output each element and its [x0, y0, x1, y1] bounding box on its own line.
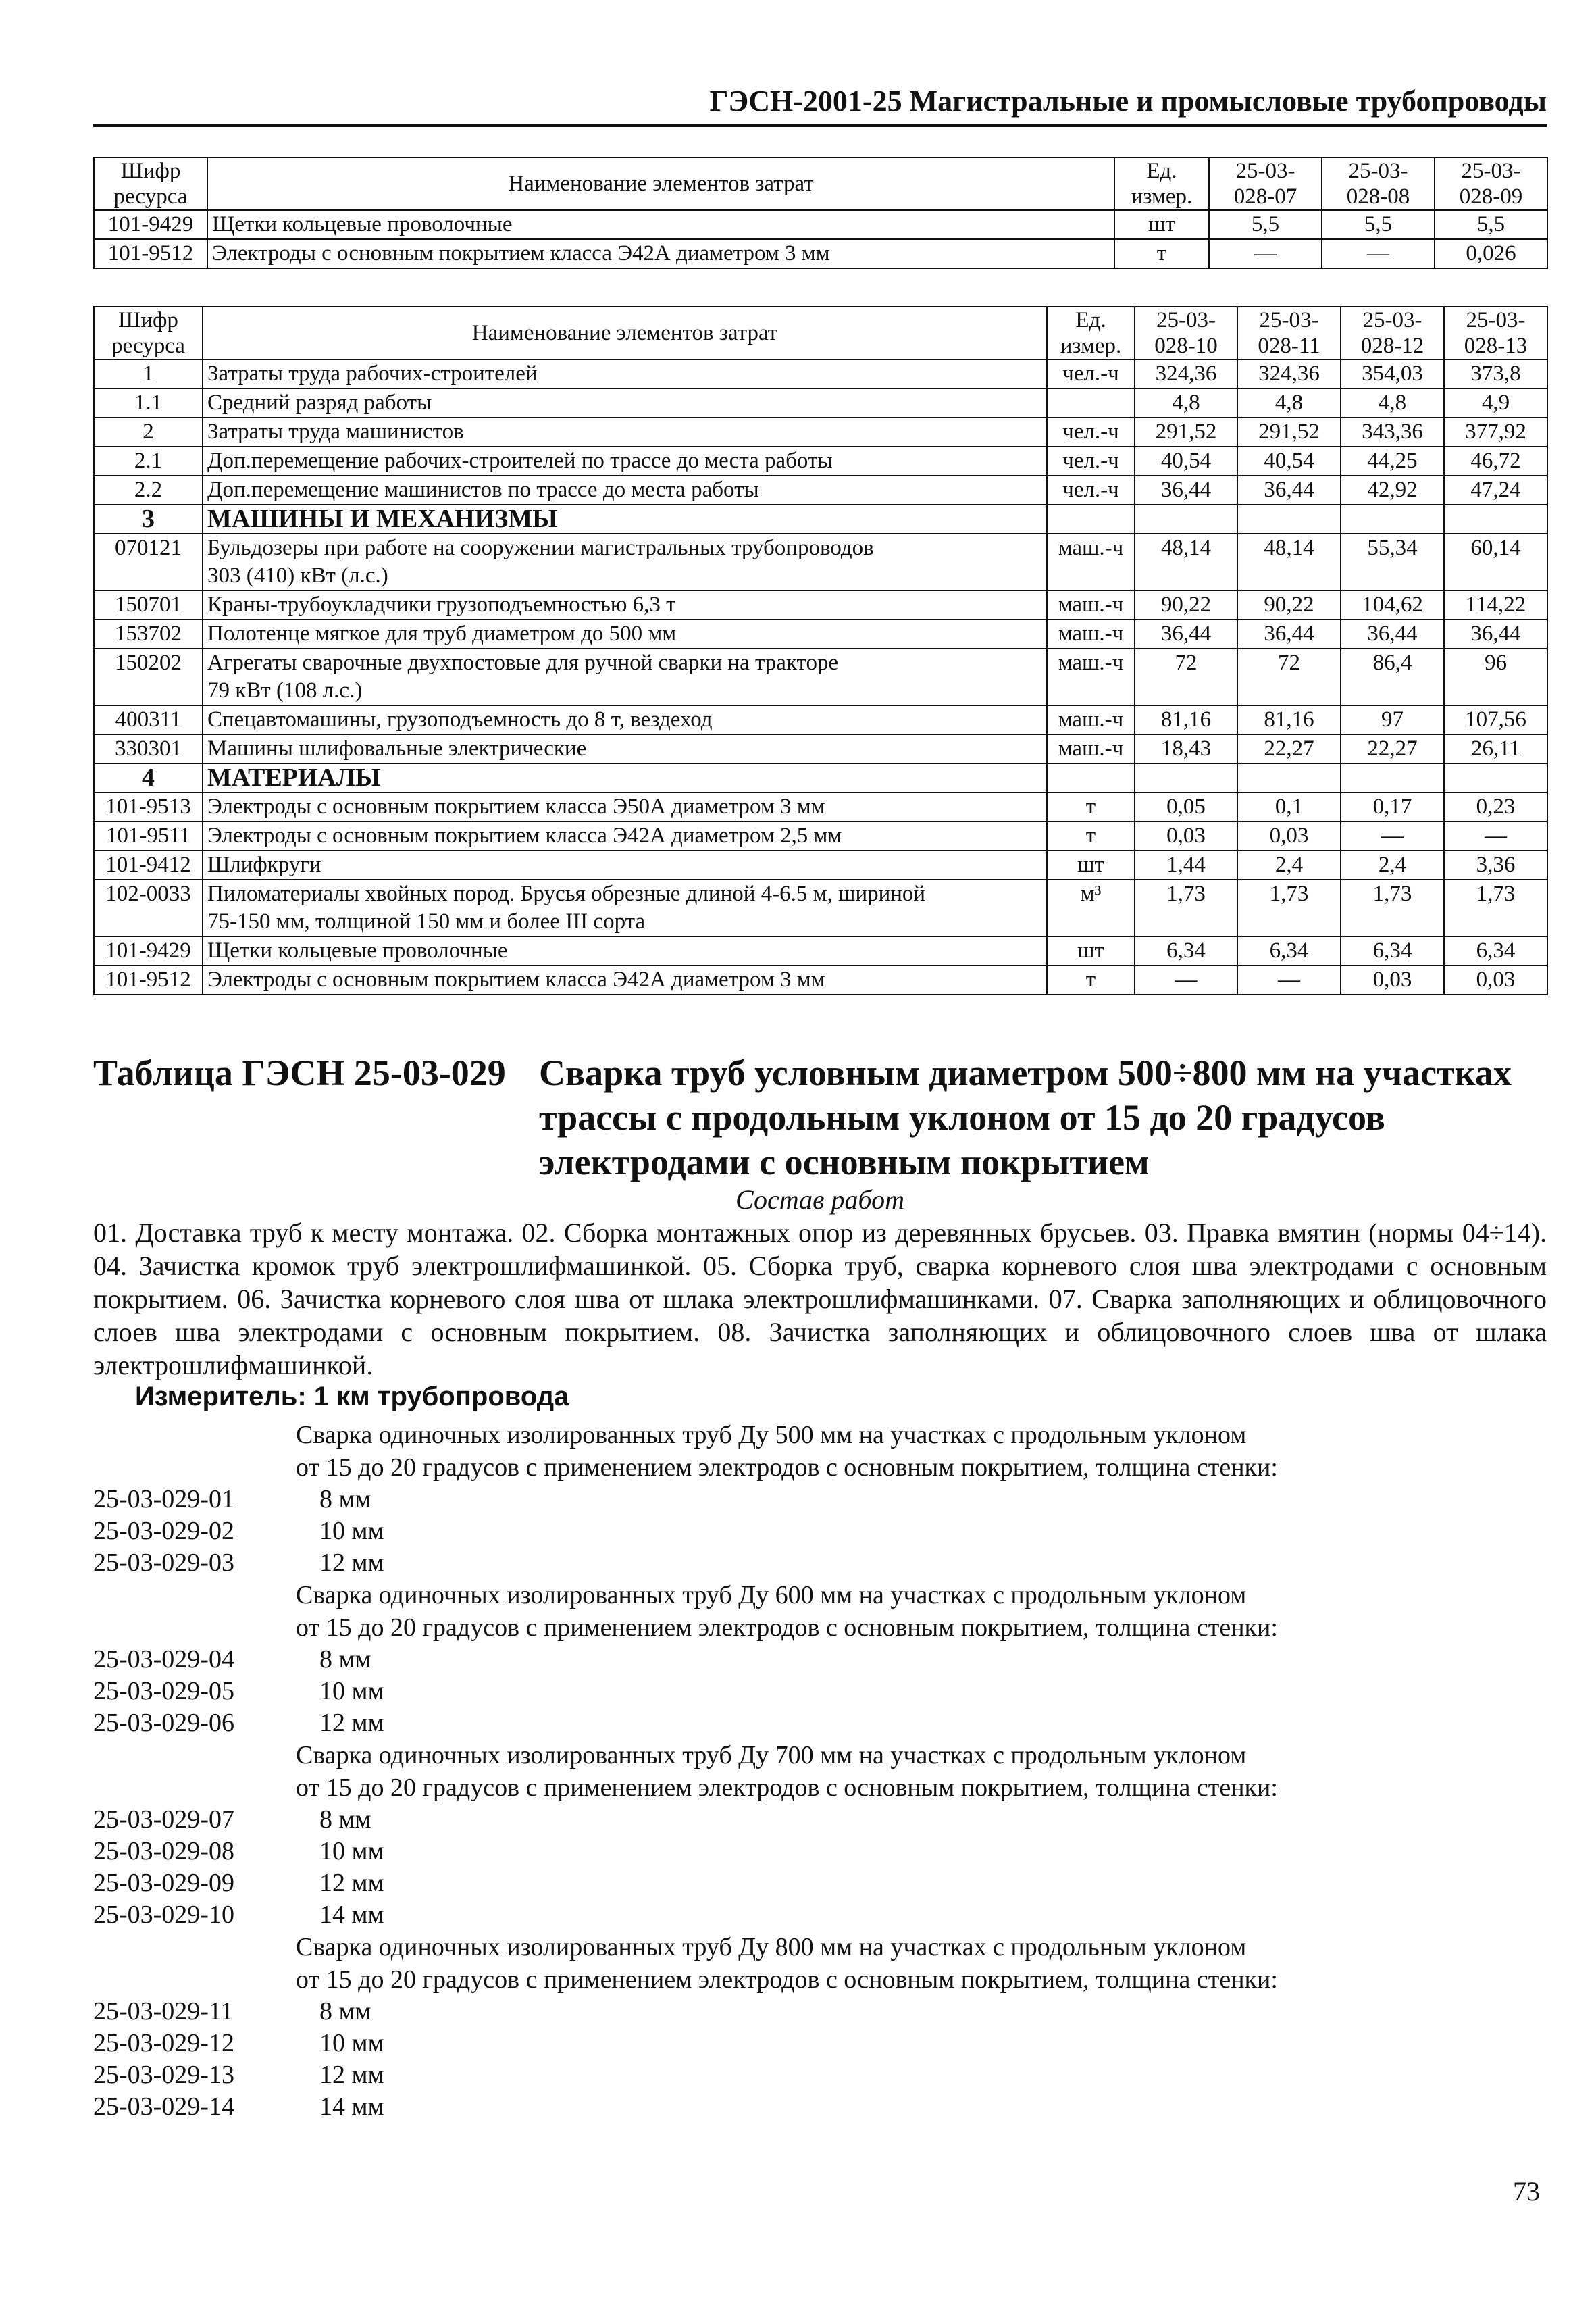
unit-cell: чел.-ч — [1047, 418, 1135, 447]
resource-name-line: Краны-трубоукладчики грузоподъемностью 6,3 т — [207, 593, 676, 617]
value-cell: 0,03 — [1237, 822, 1341, 851]
norm-item — [93, 1996, 1547, 2028]
resource-code: 1 — [94, 359, 203, 388]
value-cell — [1135, 505, 1237, 534]
norm-code: 25-03-029-08 — [93, 1837, 234, 1865]
value-cell: 5,5 — [1322, 210, 1435, 239]
resource-name — [203, 851, 1047, 880]
value-cell — [1341, 763, 1444, 793]
resource-code: 2.2 — [94, 476, 203, 505]
value-cell: 40,54 — [1135, 447, 1237, 476]
table-row — [94, 239, 1547, 268]
value-cell: 1,73 — [1444, 880, 1547, 936]
table-row — [94, 590, 1547, 620]
value-cell: 86,4 — [1341, 649, 1444, 705]
value-cell: 97 — [1341, 705, 1444, 734]
resource-code: 101-9412 — [94, 851, 203, 880]
resource-name — [203, 734, 1047, 763]
resource-code: 330301 — [94, 734, 203, 763]
value-cell: 60,14 — [1444, 534, 1547, 590]
resource-code: 153702 — [94, 620, 203, 649]
value-cell: 6,34 — [1341, 936, 1444, 965]
unit-cell: маш.-ч — [1047, 734, 1135, 763]
resource-name — [203, 822, 1047, 851]
resource-name-line: Машины шлифовальные электрические — [207, 736, 587, 761]
unit-cell — [1047, 505, 1135, 534]
resource-code: 150202 — [94, 649, 203, 705]
resource-name-line: Затраты труда машинистов — [207, 420, 464, 444]
wall-thickness: 12 мм — [319, 1709, 384, 1737]
value-cell: 36,44 — [1135, 476, 1237, 505]
value-cell: 72 — [1237, 649, 1341, 705]
table-row — [94, 359, 1547, 388]
works-text: 01. Доставка труб к месту монтажа. 02. Сборка монтажных опор из деревянных брусьев. 03. Правка вмятин (нормы 04÷14). 04. Зачистка кромок труб электрошлифмашинкой. 05. Сборка труб, сварка корневого слоя шва электродами с основным покрытием. 06. Зачистка корневого слоя шва от шлака электрошлифмашинками. 07. Сварка заполняющих и облицовочного слоев шва электродами с основным покрытием. 08. Зачистка заполняющих и облицовочного слоев шва от шлака электрошлифмашинкой. — [93, 1217, 1547, 1380]
norm-item — [93, 1484, 1547, 1515]
resource-table-2 — [93, 306, 1548, 995]
value-cell: 6,34 — [1135, 936, 1237, 965]
norm-code: 25-03-029-01 — [93, 1485, 234, 1513]
value-cell: 90,22 — [1135, 590, 1237, 620]
value-cell: — — [1209, 239, 1322, 268]
value-cell: — — [1237, 965, 1341, 995]
resource-code: 1.1 — [94, 388, 203, 418]
wall-thickness: 8 мм — [319, 1645, 371, 1674]
resource-name — [203, 447, 1047, 476]
norm-item — [93, 1867, 1547, 1899]
unit-cell: маш.-ч — [1047, 649, 1135, 705]
resource-name-line: Шлифкруги — [207, 853, 321, 877]
resource-name — [207, 210, 1114, 239]
value-cell: 0,17 — [1341, 793, 1444, 822]
header-col: 25-03- 028-11 — [1237, 307, 1341, 359]
value-cell: 0,026 — [1435, 239, 1547, 268]
table-row — [94, 936, 1547, 965]
value-cell: 107,56 — [1444, 705, 1547, 734]
resource-name-line: МАШИНЫ И МЕХАНИЗМЫ — [207, 505, 558, 533]
value-cell: 48,14 — [1237, 534, 1341, 590]
wall-thickness: 8 мм — [319, 1997, 371, 2026]
resource-name-line: Затраты труда рабочих-строителей — [207, 361, 538, 386]
value-cell: 36,44 — [1135, 620, 1237, 649]
unit-cell: маш.-ч — [1047, 705, 1135, 734]
resource-code: 101-9512 — [94, 239, 207, 268]
unit-cell: м³ — [1047, 880, 1135, 936]
section-row — [94, 505, 1547, 534]
resource-name-line: Доп.перемещение машинистов по трассе до места работы — [207, 478, 759, 502]
table-body — [94, 359, 1547, 995]
header-col: 25-03- 028-12 — [1341, 307, 1444, 359]
value-cell: 48,14 — [1135, 534, 1237, 590]
group-description: Сварка одиночных изолированных труб Ду 700 мм на участках с продольным уклоном — [296, 1741, 1247, 1769]
resource-name-line: Электроды с основным покрытием класса Э42А диаметром 3 мм — [212, 241, 830, 266]
table-row — [94, 851, 1547, 880]
resource-name-line: Электроды с основным покрытием класса Э42А диаметром 3 мм — [207, 967, 825, 992]
wall-thickness: 10 мм — [319, 2029, 384, 2057]
norm-code: 25-03-029-13 — [93, 2061, 234, 2089]
table-code: Таблица ГЭСН 25-03-029 — [93, 1053, 506, 1093]
section-row — [94, 763, 1547, 793]
resource-name-line: Полотенце мягкое для труб диаметром до 500 мм — [207, 622, 677, 646]
value-cell: 1,73 — [1135, 880, 1237, 936]
group-description: Сварка одиночных изолированных труб Ду 500 мм на участках с продольным уклоном — [296, 1421, 1247, 1449]
unit-cell: т — [1047, 822, 1135, 851]
wall-thickness: 12 мм — [319, 1869, 384, 1897]
unit-cell: маш.-ч — [1047, 590, 1135, 620]
resource-name — [203, 649, 1047, 705]
header-col: 25-03- 028-13 — [1444, 307, 1547, 359]
resource-table-1 — [93, 157, 1548, 269]
resource-name-line: 79 кВт (108 л.с.) — [207, 678, 363, 703]
resource-code: 2 — [94, 418, 203, 447]
table-body — [94, 210, 1547, 268]
norm-code: 25-03-029-14 — [93, 2092, 234, 2121]
unit-cell: т — [1047, 793, 1135, 822]
norm-group — [93, 1579, 1547, 1739]
value-cell: 2,4 — [1341, 851, 1444, 880]
header-col: 25-03- 028-09 — [1435, 157, 1547, 210]
resource-name — [203, 880, 1047, 936]
value-cell: — — [1322, 239, 1435, 268]
header-code: Шифр ресурса — [94, 157, 207, 210]
norm-item — [93, 1836, 1547, 1867]
resource-name — [203, 763, 1047, 793]
value-cell: 22,27 — [1237, 734, 1341, 763]
table-row — [94, 822, 1547, 851]
value-cell: 3,36 — [1444, 851, 1547, 880]
norm-code: 25-03-029-06 — [93, 1709, 234, 1737]
unit-cell: шт — [1114, 210, 1209, 239]
value-cell: 36,44 — [1237, 476, 1341, 505]
resource-code: 101-9429 — [94, 210, 207, 239]
resource-code: 101-9511 — [94, 822, 203, 851]
table-row — [94, 734, 1547, 763]
value-cell: 324,36 — [1135, 359, 1237, 388]
resource-name — [203, 965, 1047, 995]
wall-thickness: 14 мм — [319, 2092, 384, 2121]
value-cell: 47,24 — [1444, 476, 1547, 505]
table-row — [94, 880, 1547, 936]
norm-item — [93, 1707, 1547, 1739]
value-cell: 42,92 — [1341, 476, 1444, 505]
resource-name-line: Электроды с основным покрытием класса Э42А диаметром 2,5 мм — [207, 824, 842, 848]
norm-item — [93, 1676, 1547, 1707]
resource-code: 4 — [94, 763, 203, 793]
unit-cell: маш.-ч — [1047, 534, 1135, 590]
header-col: 25-03- 028-10 — [1135, 307, 1237, 359]
value-cell: 0,03 — [1135, 822, 1237, 851]
value-cell: 0,03 — [1444, 965, 1547, 995]
value-cell: 373,8 — [1444, 359, 1547, 388]
meter-label: Измеритель: 1 км трубопровода — [135, 1382, 569, 1411]
norm-item — [93, 1804, 1547, 1836]
value-cell: 291,52 — [1237, 418, 1341, 447]
norm-item — [93, 2028, 1547, 2059]
table-row — [94, 210, 1547, 239]
norm-code: 25-03-029-11 — [93, 1997, 234, 2026]
table-row — [94, 388, 1547, 418]
value-cell — [1444, 505, 1547, 534]
value-cell: 6,34 — [1444, 936, 1547, 965]
wall-thickness: 10 мм — [319, 1677, 384, 1705]
resource-code: 3 — [94, 505, 203, 534]
table-row — [94, 965, 1547, 995]
norm-item — [93, 2059, 1547, 2091]
resource-name-line: Щетки кольцевые проволочные — [207, 938, 508, 963]
unit-cell: чел.-ч — [1047, 359, 1135, 388]
value-cell: 291,52 — [1135, 418, 1237, 447]
norm-item — [93, 2091, 1547, 2123]
header-col: 25-03- 028-08 — [1322, 157, 1435, 210]
value-cell: 90,22 — [1237, 590, 1341, 620]
value-cell: — — [1135, 965, 1237, 995]
value-cell: 81,16 — [1135, 705, 1237, 734]
norm-code: 25-03-029-12 — [93, 2029, 234, 2057]
norm-groups — [93, 1419, 1547, 2123]
resource-code: 400311 — [94, 705, 203, 734]
resource-code: 101-9513 — [94, 793, 203, 822]
value-cell: 2,4 — [1237, 851, 1341, 880]
wall-thickness: 12 мм — [319, 1549, 384, 1577]
header-col: 25-03- 028-07 — [1209, 157, 1322, 210]
value-cell: 6,34 — [1237, 936, 1341, 965]
value-cell: 18,43 — [1135, 734, 1237, 763]
resource-name — [203, 505, 1047, 534]
norm-item — [93, 1644, 1547, 1676]
value-cell: 354,03 — [1341, 359, 1444, 388]
page-number: 73 — [1513, 2176, 1540, 2207]
unit-cell: шт — [1047, 936, 1135, 965]
resource-name-line: Доп.перемещение рабочих-строителей по трассе до места работы — [207, 449, 833, 473]
wall-thickness: 10 мм — [319, 1517, 384, 1545]
value-cell: 22,27 — [1341, 734, 1444, 763]
resource-name-line: 303 (410) кВт (л.с.) — [207, 563, 388, 588]
resource-name-line: Бульдозеры при работе на сооружении магистральных трубопроводов — [207, 536, 874, 560]
resource-name-line: МАТЕРИАЛЫ — [207, 763, 381, 792]
unit-cell: чел.-ч — [1047, 476, 1135, 505]
resource-name — [203, 476, 1047, 505]
table-header-row — [94, 307, 1547, 359]
resource-name — [203, 359, 1047, 388]
table-row — [94, 620, 1547, 649]
value-cell: 40,54 — [1237, 447, 1341, 476]
header-name: Наименование элементов затрат — [203, 307, 1047, 359]
unit-cell: т — [1114, 239, 1209, 268]
value-cell: 104,62 — [1341, 590, 1444, 620]
value-cell: 4,8 — [1237, 388, 1341, 418]
resource-name — [203, 793, 1047, 822]
value-cell: 81,16 — [1237, 705, 1341, 734]
group-description: от 15 до 20 градусов с применением электродов с основным покрытием, толщина стенки: — [296, 1453, 1278, 1482]
norm-code: 25-03-029-03 — [93, 1549, 234, 1577]
resource-code: 150701 — [94, 590, 203, 620]
table-row — [94, 476, 1547, 505]
value-cell: 1,44 — [1135, 851, 1237, 880]
unit-cell: т — [1047, 965, 1135, 995]
header-name: Наименование элементов затрат — [207, 157, 1114, 210]
header-unit: Ед. измер. — [1114, 157, 1209, 210]
wall-thickness: 8 мм — [319, 1485, 371, 1513]
table-row — [94, 534, 1547, 590]
value-cell — [1444, 763, 1547, 793]
value-cell: 0,03 — [1341, 965, 1444, 995]
norm-code: 25-03-029-07 — [93, 1805, 234, 1834]
table-row — [94, 705, 1547, 734]
value-cell: 36,44 — [1444, 620, 1547, 649]
resource-name — [207, 239, 1114, 268]
resource-code: 101-9429 — [94, 936, 203, 965]
value-cell: 55,34 — [1341, 534, 1444, 590]
resource-name-line: Средний разряд работы — [207, 391, 432, 415]
header-code: Шифр ресурса — [94, 307, 203, 359]
resource-name-line: 75-150 мм, толщиной 150 мм и более III сорта — [207, 909, 646, 934]
value-cell: 96 — [1444, 649, 1547, 705]
value-cell — [1237, 763, 1341, 793]
norm-item — [93, 1899, 1547, 1931]
value-cell: 36,44 — [1237, 620, 1341, 649]
wall-thickness: 10 мм — [319, 1837, 384, 1865]
works-heading: Состав работ — [736, 1184, 904, 1215]
value-cell — [1237, 505, 1341, 534]
unit-cell — [1047, 763, 1135, 793]
resource-name — [203, 705, 1047, 734]
norm-group — [93, 1931, 1547, 2123]
norm-code: 25-03-029-10 — [93, 1901, 234, 1929]
resource-name-line: Электроды с основным покрытием класса Э50А диаметром 3 мм — [207, 795, 825, 819]
norm-code: 25-03-029-04 — [93, 1645, 234, 1674]
value-cell: 1,73 — [1341, 880, 1444, 936]
resource-name-line: Спецавтомашины, грузоподъемность до 8 т, вездеход — [207, 707, 713, 732]
value-cell: 36,44 — [1341, 620, 1444, 649]
norm-group — [93, 1419, 1547, 1579]
wall-thickness: 14 мм — [319, 1901, 384, 1929]
resource-name — [203, 620, 1047, 649]
value-cell: 1,73 — [1237, 880, 1341, 936]
value-cell: 44,25 — [1341, 447, 1444, 476]
resource-name — [203, 936, 1047, 965]
value-cell: 0,1 — [1237, 793, 1341, 822]
value-cell — [1135, 763, 1237, 793]
resource-name-line: Агрегаты сварочные двухпостовые для ручной сварки на тракторе — [207, 651, 839, 675]
norm-code: 25-03-029-09 — [93, 1869, 234, 1897]
table-row — [94, 447, 1547, 476]
resource-name — [203, 534, 1047, 590]
value-cell: 46,72 — [1444, 447, 1547, 476]
table-row — [94, 793, 1547, 822]
resource-code: 101-9512 — [94, 965, 203, 995]
resource-name-line: Щетки кольцевые проволочные — [212, 212, 513, 236]
group-description: от 15 до 20 градусов с применением электродов с основным покрытием, толщина стенки: — [296, 1965, 1278, 1994]
value-cell: 0,23 — [1444, 793, 1547, 822]
group-description: Сварка одиночных изолированных труб Ду 600 мм на участках с продольным уклоном — [296, 1581, 1247, 1609]
resource-code: 070121 — [94, 534, 203, 590]
resource-name — [203, 418, 1047, 447]
unit-cell — [1047, 388, 1135, 418]
value-cell: 5,5 — [1435, 210, 1547, 239]
value-cell: 114,22 — [1444, 590, 1547, 620]
table-title: Сварка труб условным диаметром 500÷800 мм на участках трассы с продольным уклоном от 15 до 20 градусов электродами с основным покрытием — [539, 1053, 1512, 1182]
table-header-row — [94, 157, 1547, 210]
value-cell: 5,5 — [1209, 210, 1322, 239]
group-description: от 15 до 20 градусов с применением электродов с основным покрытием, толщина стенки: — [296, 1774, 1278, 1802]
value-cell: — — [1444, 822, 1547, 851]
resource-code: 2.1 — [94, 447, 203, 476]
norm-item — [93, 1547, 1547, 1579]
value-cell — [1341, 505, 1444, 534]
table-row — [94, 649, 1547, 705]
norm-item — [93, 1515, 1547, 1547]
wall-thickness: 12 мм — [319, 2061, 384, 2089]
value-cell: 377,92 — [1444, 418, 1547, 447]
table-row — [94, 418, 1547, 447]
value-cell: 4,8 — [1135, 388, 1237, 418]
value-cell: 72 — [1135, 649, 1237, 705]
value-cell: 4,9 — [1444, 388, 1547, 418]
unit-cell: маш.-ч — [1047, 620, 1135, 649]
value-cell: 4,8 — [1341, 388, 1444, 418]
norm-code: 25-03-029-02 — [93, 1517, 234, 1545]
resource-name — [203, 388, 1047, 418]
wall-thickness: 8 мм — [319, 1805, 371, 1834]
running-header: ГЭСН-2001-25 Магистральные и промысловые трубопроводы — [93, 82, 1547, 127]
unit-cell: чел.-ч — [1047, 447, 1135, 476]
value-cell: 343,36 — [1341, 418, 1444, 447]
header-unit: Ед. измер. — [1047, 307, 1135, 359]
resource-code: 102-0033 — [94, 880, 203, 936]
resource-name — [203, 590, 1047, 620]
unit-cell: шт — [1047, 851, 1135, 880]
norm-code: 25-03-029-05 — [93, 1677, 234, 1705]
value-cell: 26,11 — [1444, 734, 1547, 763]
value-cell: — — [1341, 822, 1444, 851]
norm-group — [93, 1739, 1547, 1931]
value-cell: 324,36 — [1237, 359, 1341, 388]
group-description: от 15 до 20 градусов с применением электродов с основным покрытием, толщина стенки: — [296, 1613, 1278, 1642]
group-description: Сварка одиночных изолированных труб Ду 800 мм на участках с продольным уклоном — [296, 1933, 1247, 1961]
resource-name-line: Пиломатериалы хвойных пород. Брусья обрезные длиной 4-6.5 м, шириной — [207, 882, 926, 906]
value-cell: 0,05 — [1135, 793, 1237, 822]
